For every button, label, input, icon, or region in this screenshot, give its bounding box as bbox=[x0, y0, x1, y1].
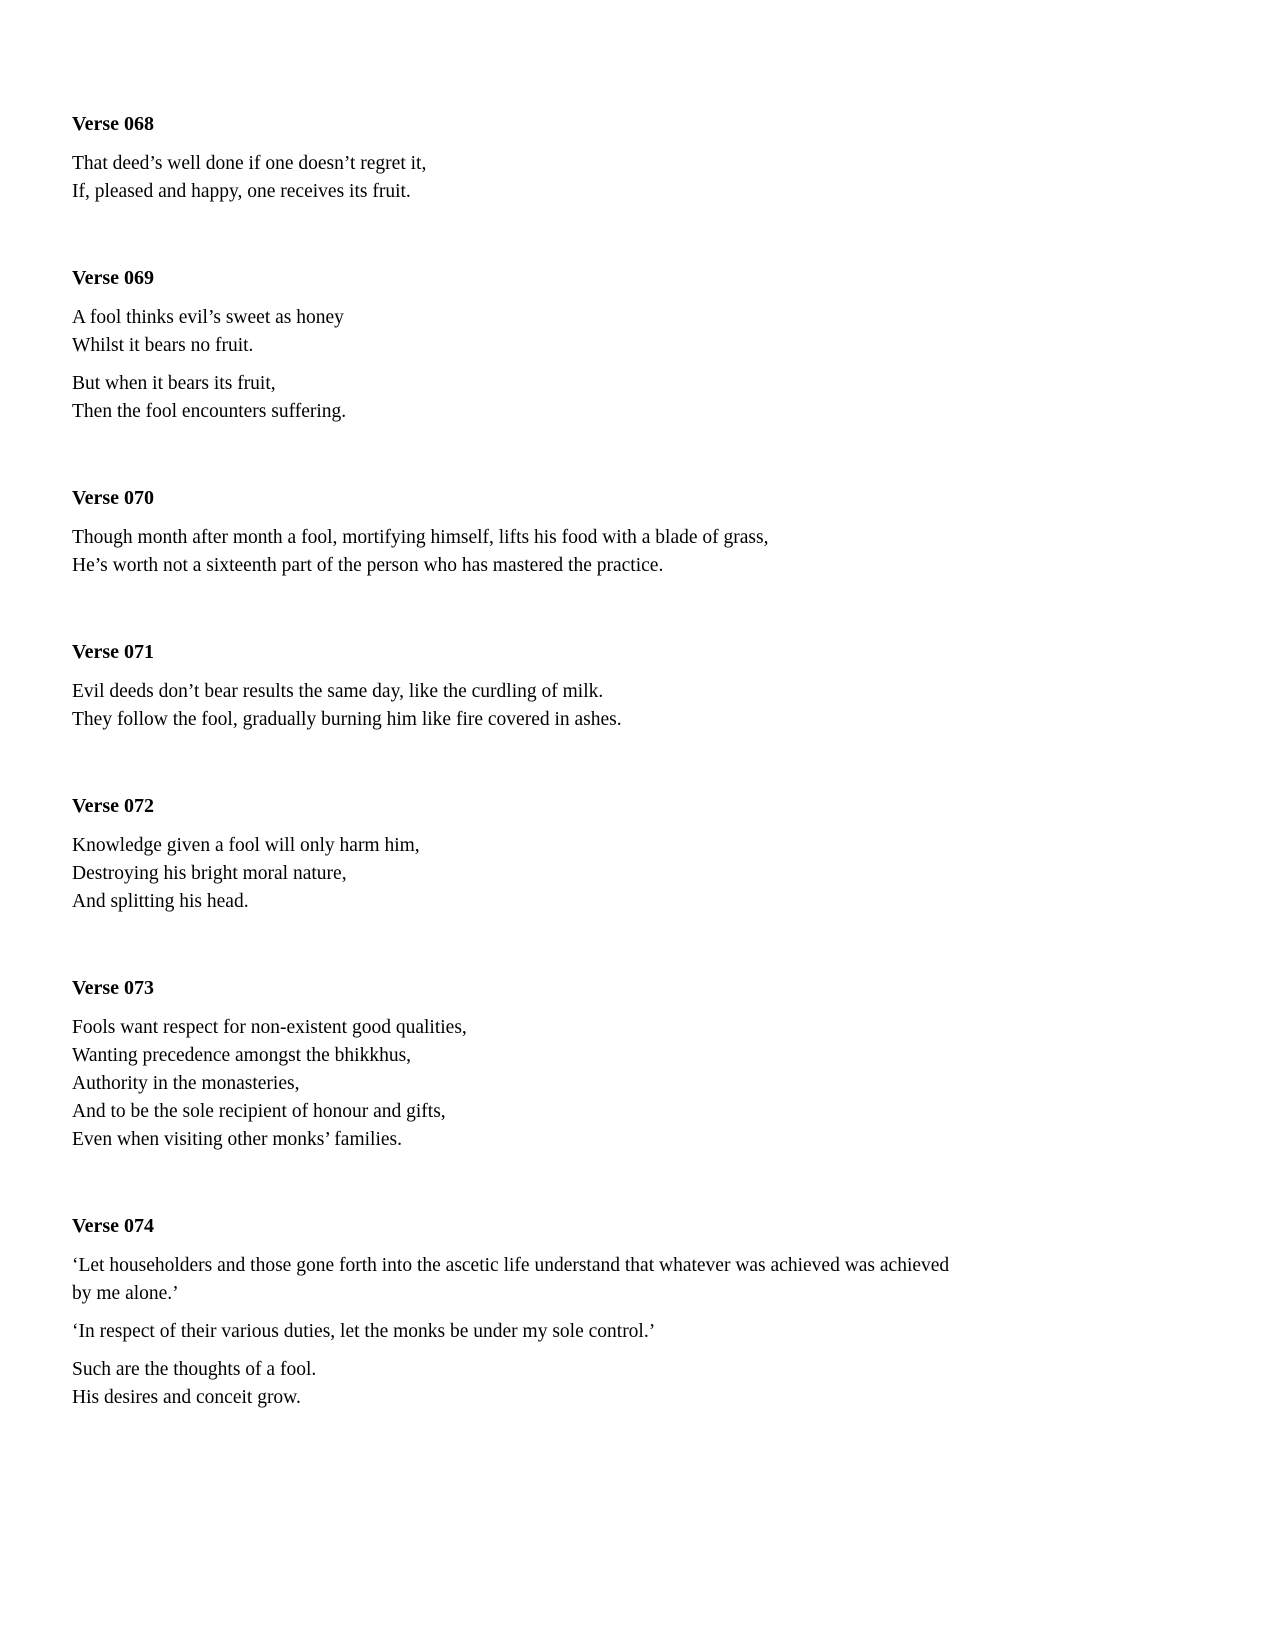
verse-stanza bbox=[72, 1014, 1203, 1154]
verse-block bbox=[72, 1214, 1203, 1412]
verse-line: Authority in the monasteries, bbox=[72, 1073, 300, 1094]
verse-line: Evil deeds don’t bear results the same day, like the curdling of milk. bbox=[72, 681, 604, 702]
verse-line: Then the fool encounters suffering. bbox=[72, 401, 347, 422]
verse-heading: Verse 073 bbox=[72, 977, 155, 999]
verse-stanza bbox=[72, 1252, 1203, 1308]
verse-line: His desires and conceit grow. bbox=[72, 1387, 301, 1408]
verse-block bbox=[72, 794, 1203, 916]
verse-line: Whilst it bears no fruit. bbox=[72, 335, 254, 356]
verse-line: Such are the thoughts of a fool. bbox=[72, 1359, 317, 1380]
verse-line: Destroying his bright moral nature, bbox=[72, 863, 347, 884]
verse-line: But when it bears its fruit, bbox=[72, 373, 276, 394]
verse-stanza bbox=[72, 1318, 1203, 1346]
verse-heading: Verse 068 bbox=[72, 113, 155, 135]
verse-heading: Verse 074 bbox=[72, 1215, 155, 1237]
verse-line: Wanting precedence amongst the bhikkhus, bbox=[72, 1045, 412, 1066]
verse-line: That deed’s well done if one doesn’t regret it, bbox=[72, 153, 427, 174]
verse-heading: Verse 069 bbox=[72, 267, 155, 289]
verse-line: A fool thinks evil’s sweet as honey bbox=[72, 307, 344, 328]
verse-line: They follow the fool, gradually burning him like fire covered in ashes. bbox=[72, 709, 622, 730]
verse-block bbox=[72, 486, 1203, 580]
verse-block bbox=[72, 266, 1203, 426]
verse-line: Fools want respect for non-existent good qualities, bbox=[72, 1017, 467, 1038]
verse-stanza bbox=[72, 678, 1203, 734]
verse-stanza bbox=[72, 304, 1203, 360]
verse-line: Though month after month a fool, mortifying himself, lifts his food with a blade of grass, bbox=[72, 527, 769, 548]
verse-line: Even when visiting other monks’ families. bbox=[72, 1129, 402, 1150]
verse-line: ‘Let householders and those gone forth into the ascetic life understand that whatever was achieved was achieved bbox=[72, 1255, 950, 1276]
verse-line: He’s worth not a sixteenth part of the person who has mastered the practice. bbox=[72, 555, 664, 576]
verse-stanza bbox=[72, 150, 1203, 206]
verse-stanza bbox=[72, 1356, 1203, 1412]
verse-line: And splitting his head. bbox=[72, 891, 249, 912]
verse-block bbox=[72, 640, 1203, 734]
verse-line: ‘In respect of their various duties, let the monks be under my sole control.’ bbox=[72, 1321, 656, 1342]
verse-heading: Verse 070 bbox=[72, 487, 155, 509]
verse-line: Knowledge given a fool will only harm him, bbox=[72, 835, 420, 856]
verse-block bbox=[72, 112, 1203, 206]
verse-heading: Verse 071 bbox=[72, 641, 155, 663]
verse-line: And to be the sole recipient of honour and gifts, bbox=[72, 1101, 446, 1122]
verse-line: by me alone.’ bbox=[72, 1283, 179, 1304]
verse-stanza bbox=[72, 832, 1203, 916]
verse-stanza bbox=[72, 370, 1203, 426]
verse-line: If, pleased and happy, one receives its fruit. bbox=[72, 181, 411, 202]
verse-block bbox=[72, 976, 1203, 1154]
verse-stanza bbox=[72, 524, 1203, 580]
verse-heading: Verse 072 bbox=[72, 795, 155, 817]
